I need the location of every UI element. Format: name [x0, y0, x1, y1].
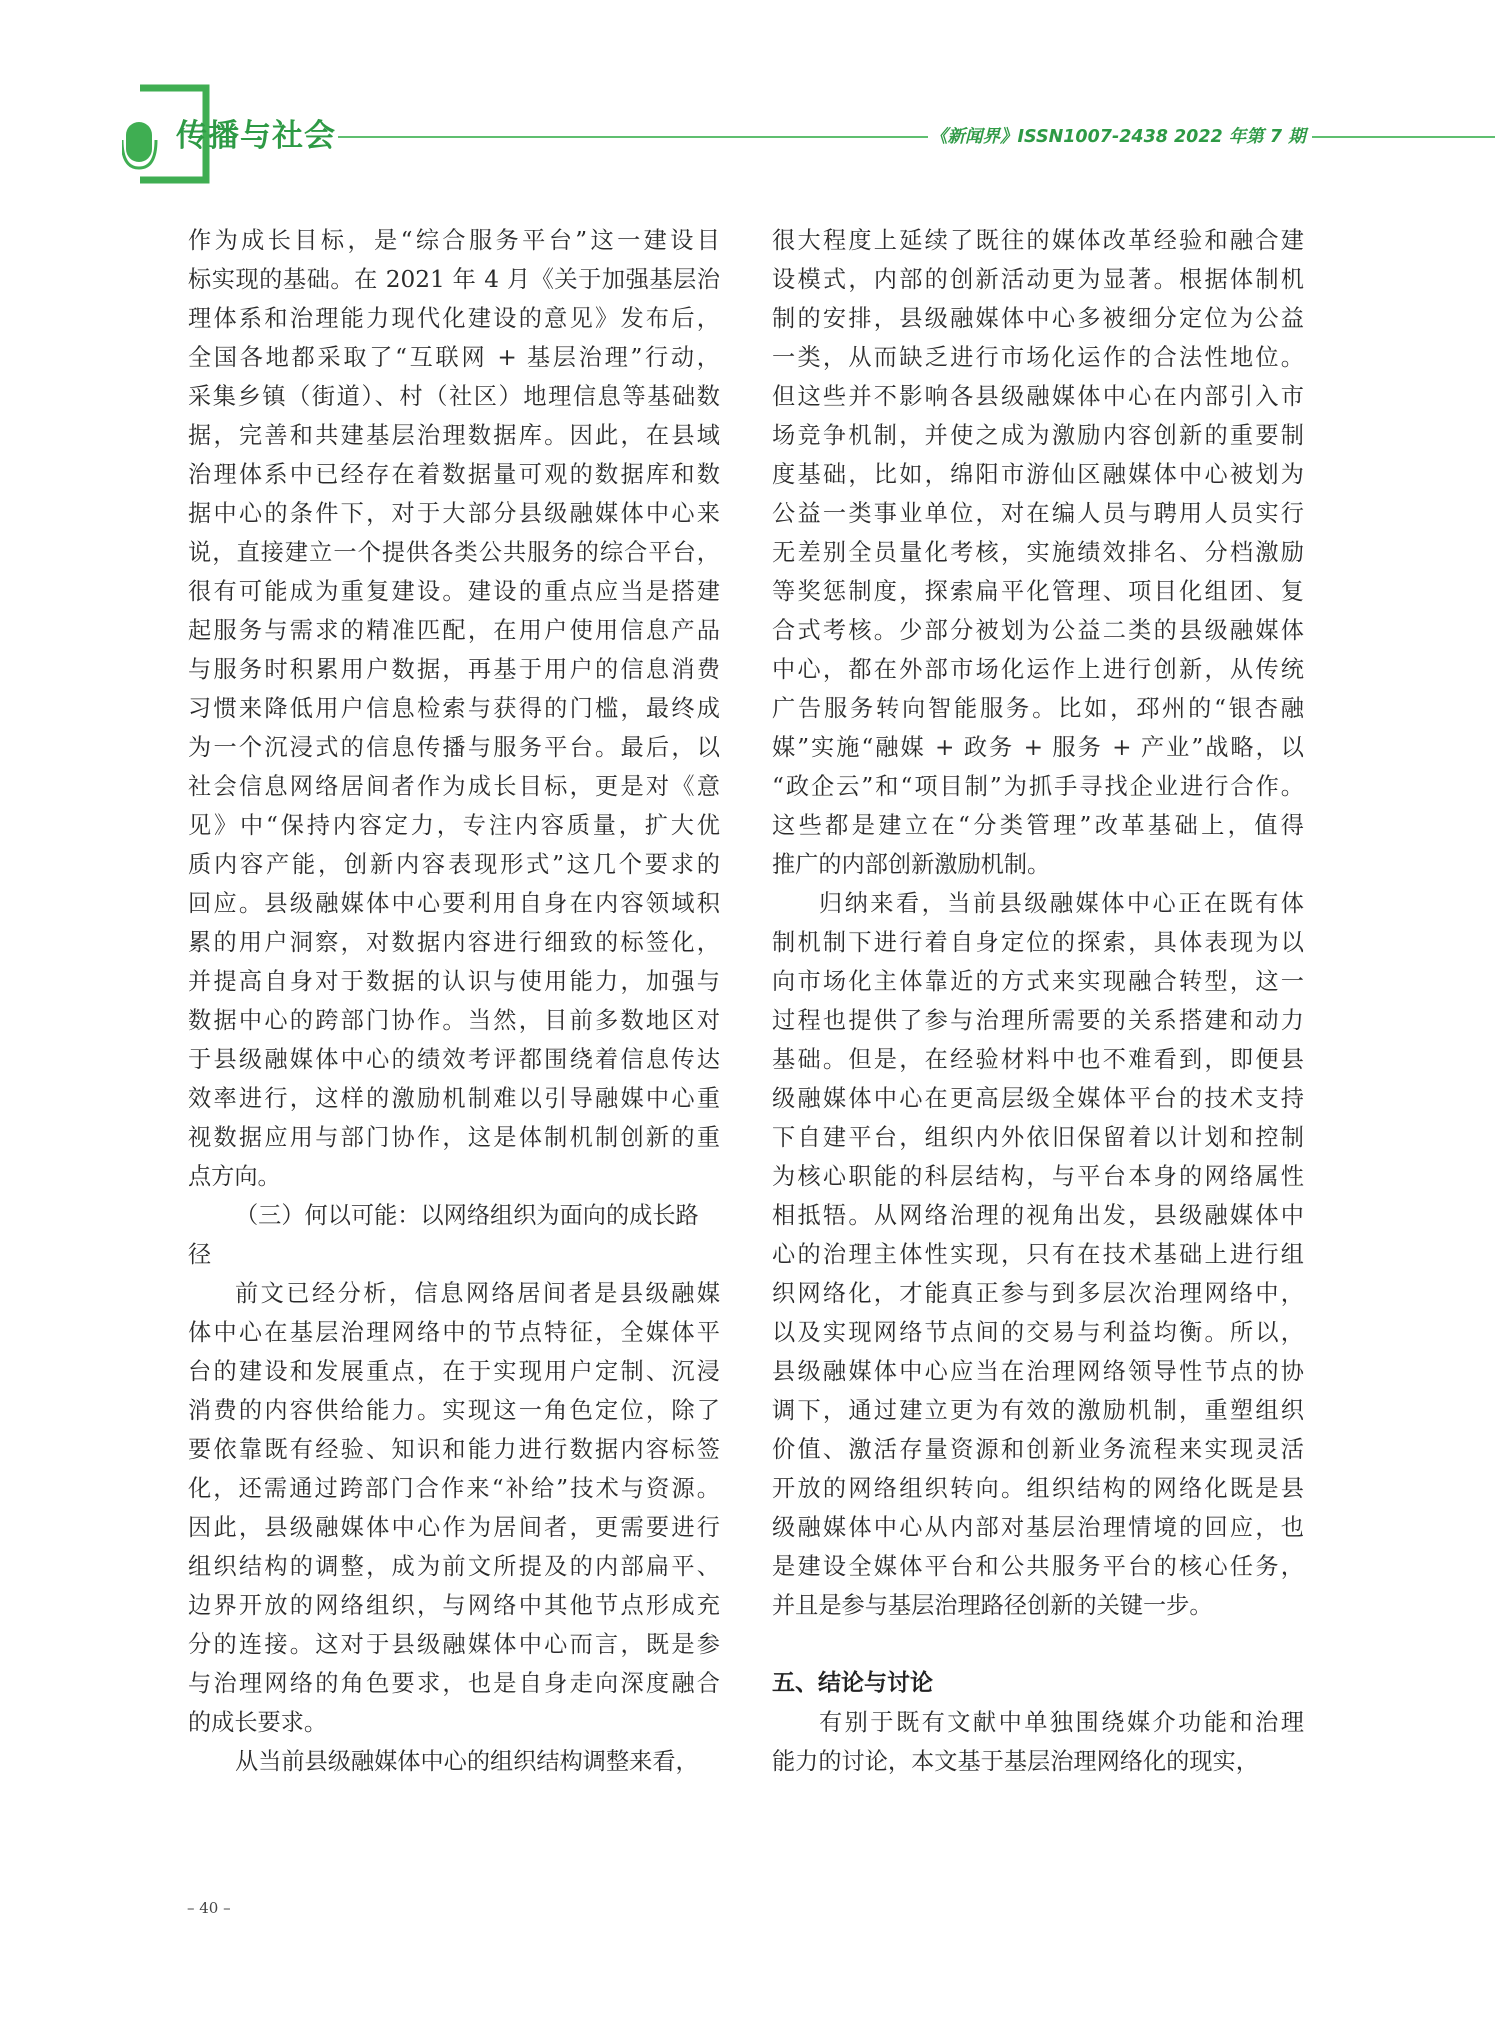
text-line: 为一个沉浸式的信息传播与服务平台。最后，以	[188, 734, 720, 761]
text-line: 习惯来降低用户信息检索与获得的门槛，最终成	[188, 695, 720, 722]
text-line: 说，直接建立一个提供各类公共服务的综合平台，	[188, 539, 720, 566]
page-number: – 40 –	[187, 1899, 231, 1917]
text-line: 作为成长目标，是“综合服务平台”这一建设目	[188, 227, 720, 254]
text-line: 制机制下进行着自身定位的探索，具体表现为以	[772, 929, 1304, 956]
text-line: 级融媒体中心从内部对基层治理情境的回应，也	[772, 1514, 1304, 1541]
text-line: 消费的内容供给能力。实现这一角色定位，除了	[188, 1397, 720, 1424]
text-line: 边界开放的网络组织，与网络中其他节点形成充	[188, 1592, 720, 1619]
text-line: 公益一类事业单位，对在编人员与聘用人员实行	[772, 500, 1304, 527]
text-line: 很大程度上延续了既往的媒体改革经验和融合建	[772, 227, 1304, 254]
text-line: 有别于既有文献中单独围绕媒介功能和治理	[819, 1709, 1304, 1736]
text-line: 治理体系中已经存在着数据量可观的数据库和数	[188, 461, 720, 488]
text-line: 点方向。	[188, 1163, 281, 1190]
text-line: 径	[188, 1241, 212, 1268]
text-line: 向市场化主体靠近的方式来实现融合转型，这一	[772, 968, 1304, 995]
text-line: 织网络化，才能真正参与到多层次治理网络中，	[772, 1280, 1304, 1307]
text-line: （三）何以可能：以网络组织为面向的成长路	[235, 1202, 699, 1229]
right-column	[772, 221, 1304, 1781]
text-line: 全国各地都采取了“互联网 + 基层治理”行动，	[188, 344, 720, 371]
journal-info: 《新闻界》ISSN1007-2438 2022 年第 7 期	[930, 127, 1306, 147]
text-line: 质内容产能，创新内容表现形式”这几个要求的	[188, 851, 720, 878]
section-title: 传播与社会	[176, 118, 336, 154]
text-line: 回应。县级融媒体中心要利用自身在内容领域积	[188, 890, 720, 917]
text-line: 相抵牾。从网络治理的视角出发，县级融媒体中	[772, 1202, 1304, 1229]
text-line: 数据中心的跨部门协作。当然，目前多数地区对	[188, 1007, 720, 1034]
text-line: 广告服务转向智能服务。比如，邳州的“银杏融	[772, 695, 1304, 722]
text-line: 理体系和治理能力现代化建设的意见》发布后，	[188, 305, 720, 332]
text-line: 场竞争机制，并使之成为激励内容创新的重要制	[772, 422, 1304, 449]
text-line: 以及实现网络节点间的交易与利益均衡。所以，	[772, 1319, 1304, 1346]
text-line: 很有可能成为重复建设。建设的重点应当是搭建	[188, 578, 720, 605]
text-line: 前文已经分析，信息网络居间者是县级融媒	[235, 1280, 720, 1307]
text-line: 下自建平台，组织内外依旧保留着以计划和控制	[772, 1124, 1304, 1151]
text-line: 见》中“保持内容定力，专注内容质量，扩大优	[188, 812, 720, 839]
header-rule-right	[1312, 136, 1495, 138]
text-line: 分的连接。这对于县级融媒体中心而言，既是参	[188, 1631, 720, 1658]
text-line: 县级融媒体中心应当在治理网络领导性节点的协	[772, 1358, 1304, 1385]
text-line: 为核心职能的科层结构，与平台本身的网络属性	[772, 1163, 1304, 1190]
text-line: 从当前县级融媒体中心的组织结构调整来看，	[235, 1748, 699, 1775]
text-line: 度基础，比如，绵阳市游仙区融媒体中心被划为	[772, 461, 1304, 488]
text-line: 据中心的条件下，对于大部分县级融媒体中心来	[188, 500, 720, 527]
text-line: 的成长要求。	[188, 1709, 328, 1736]
text-line	[772, 1625, 1304, 1664]
text-line: 是建设全媒体平台和公共服务平台的核心任务，	[772, 1553, 1304, 1580]
text-line: 心的治理主体性实现，只有在技术基础上进行组	[772, 1241, 1304, 1268]
text-line: 并提高自身对于数据的认识与使用能力，加强与	[188, 968, 720, 995]
text-line: 视数据应用与部门协作，这是体制机制创新的重	[188, 1124, 720, 1151]
text-line: 基础。但是，在经验材料中也不难看到，即便县	[772, 1046, 1304, 1073]
text-line: 中心，都在外部市场化运作上进行创新，从传统	[772, 656, 1304, 683]
text-line: “政企云”和“项目制”为抓手寻找企业进行合作。	[772, 773, 1304, 800]
text-line: 制的安排，县级融媒体中心多被细分定位为公益	[772, 305, 1304, 332]
text-line: 因此，县级融媒体中心作为居间者，更需要进行	[188, 1514, 720, 1541]
text-line: 等奖惩制度，探索扁平化管理、项目化组团、复	[772, 578, 1304, 605]
text-line: 体中心在基层治理网络中的节点特征，全媒体平	[188, 1319, 720, 1346]
section-heading: 五、结论与讨论	[772, 1670, 933, 1696]
text-line: 据，完善和共建基层治理数据库。因此，在县域	[188, 422, 720, 449]
left-column	[188, 221, 720, 1781]
text-line: 效率进行，这样的激励机制难以引导融媒中心重	[188, 1085, 720, 1112]
text-line: 但这些并不影响各县级融媒体中心在内部引入市	[772, 383, 1304, 410]
text-line: 要依靠既有经验、知识和能力进行数据内容标签	[188, 1436, 720, 1463]
text-line: 开放的网络组织转向。组织结构的网络化既是县	[772, 1475, 1304, 1502]
text-line: 一类，从而缺乏进行市场化运作的合法性地位。	[772, 344, 1304, 371]
text-line: 归纳来看，当前县级融媒体中心正在既有体	[819, 890, 1304, 917]
text-line: 累的用户洞察，对数据内容进行细致的标签化，	[188, 929, 720, 956]
text-line: 采集乡镇（街道）、村（社区）地理信息等基础数	[188, 383, 720, 410]
text-line: 这些都是建立在“分类管理”改革基础上，值得	[772, 812, 1304, 839]
text-line: 化，还需通过跨部门合作来“补给”技术与资源。	[188, 1475, 720, 1502]
text-line: 与服务时积累用户数据，再基于用户的信息消费	[188, 656, 720, 683]
text-line: 台的建设和发展重点，在于实现用户定制、沉浸	[188, 1358, 720, 1385]
text-line: 并且是参与基层治理路径创新的关键一步。	[772, 1592, 1213, 1619]
text-line: 社会信息网络居间者作为成长目标，更是对《意	[188, 773, 720, 800]
text-line: 过程也提供了参与治理所需要的关系搭建和动力	[772, 1007, 1304, 1034]
text-line: 标实现的基础。在 2021 年 4 月《关于加强基层治	[188, 266, 720, 293]
text-line: 合式考核。少部分被划为公益二类的县级融媒体	[772, 617, 1304, 644]
text-line: 无差别全员量化考核，实施绩效排名、分档激励	[772, 539, 1304, 566]
text-line: 能力的讨论，本文基于基层治理网络化的现实，	[772, 1748, 1259, 1775]
header-rule-left	[338, 136, 928, 138]
text-line: 推广的内部创新激励机制。	[772, 851, 1051, 878]
text-line: 价值、激活存量资源和创新业务流程来实现灵活	[772, 1436, 1304, 1463]
text-line: 起服务与需求的精准匹配，在用户使用信息产品	[188, 617, 720, 644]
text-line: 与治理网络的角色要求，也是自身走向深度融合	[188, 1670, 720, 1697]
text-line: 组织结构的调整，成为前文所提及的内部扁平、	[188, 1553, 720, 1580]
text-line: 调下，通过建立更为有效的激励机制，重塑组织	[772, 1397, 1304, 1424]
text-line: 设模式，内部的创新活动更为显著。根据体制机	[772, 266, 1304, 293]
text-line: 级融媒体中心在更高层级全媒体平台的技术支持	[772, 1085, 1304, 1112]
text-line: 媒”实施“融媒 + 政务 + 服务 + 产业”战略，以	[772, 734, 1304, 761]
text-line: 于县级融媒体中心的绩效考评都围绕着信息传达	[188, 1046, 720, 1073]
